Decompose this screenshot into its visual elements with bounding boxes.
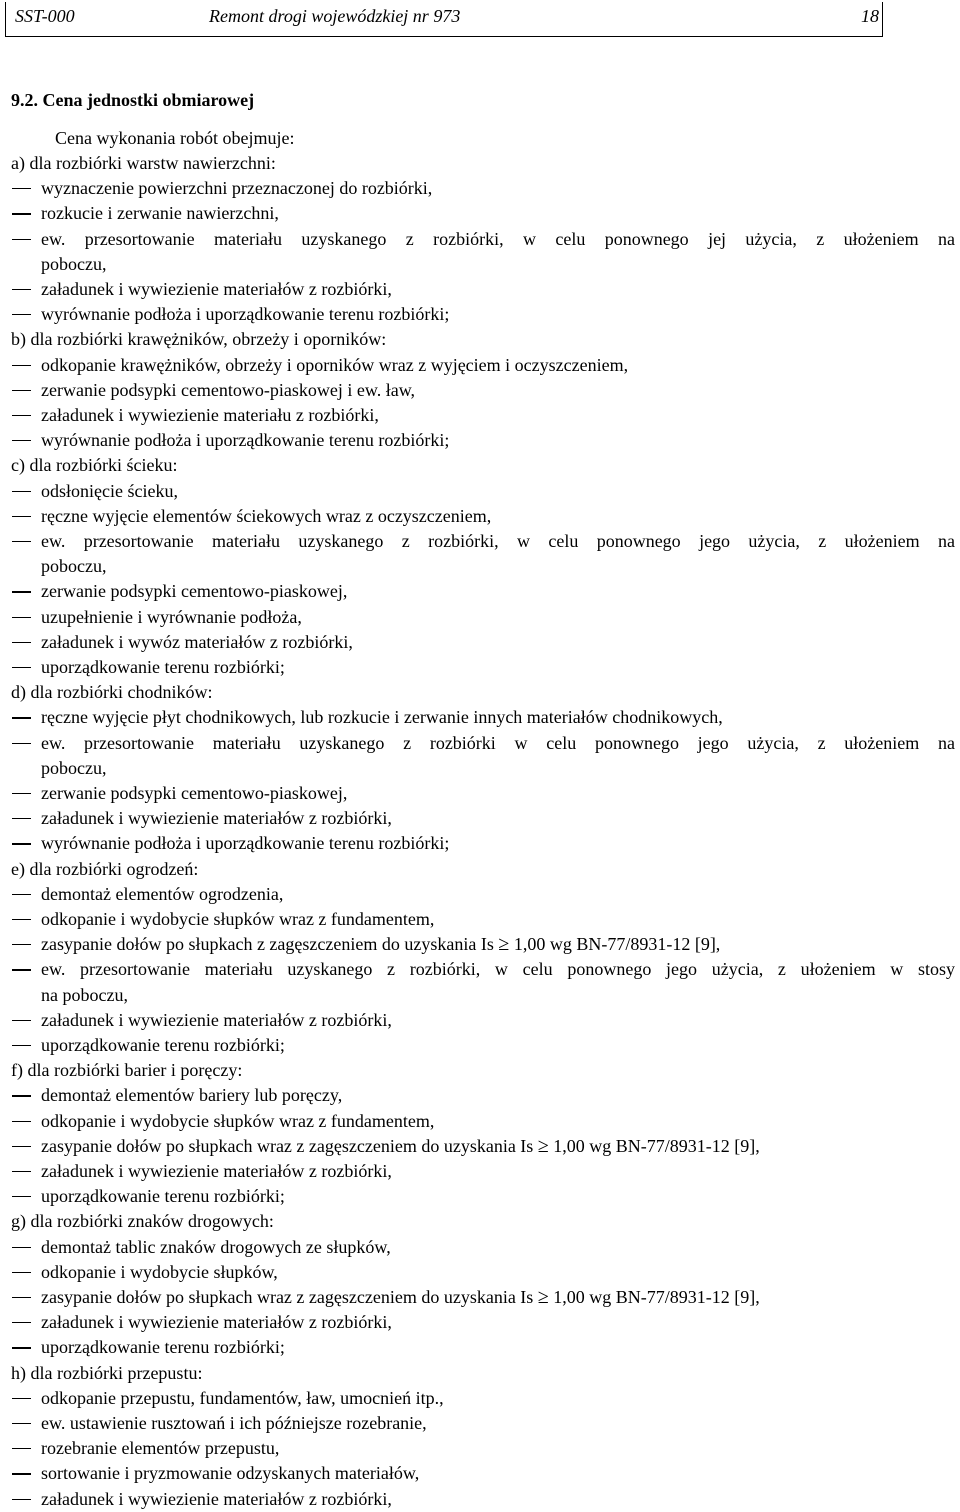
dash-bullet-icon [12,1499,31,1500]
greater-equal-symbol: ≥ [537,1286,549,1308]
dash-bullet-icon [12,1448,31,1449]
list-item-text: ew. przesortowanie materiału uzyskanego z rozbiórki w celu ponownego jego użycia, z ułożeniem na [41,732,955,753]
list-item-continuation: poboczu, [41,253,107,274]
page-header [5,2,883,37]
dash-bullet-icon [12,541,31,542]
list-item-text: wyrównanie podłoża i uporządkowanie terenu rozbiórki; [41,430,450,451]
group-label: d) dla rozbiórki chodników: [11,682,213,703]
group-label: b) dla rozbiórki krawężników, obrzeży i oporników: [11,329,387,350]
list-item-text: zerwanie podsypki cementowo-piaskowej, [41,581,348,602]
group-label: a) dla rozbiórki warstw nawierzchni: [11,153,276,173]
list-item-text: ręczne wyjęcie elementów ściekowych wraz z oczyszczeniem, [41,505,492,526]
dash-bullet-icon [12,1398,31,1399]
list-item-text: ręczne wyjęcie płyt chodnikowych, lub rozkucie i zerwanie innych materiałów chodnikowych, [41,707,723,728]
dash-bullet-icon [12,894,31,895]
dash-bullet-icon [12,1095,31,1096]
dash-bullet-icon [12,415,31,416]
group-label: c) dla rozbiórki ścieku: [11,455,178,476]
dash-bullet-icon [12,843,31,844]
list-item-text: uporządkowanie terenu rozbiórki; [41,657,285,677]
list-item-text: odsłonięcie ścieku, [41,480,178,501]
list-item-text: wyrównanie podłoża i uporządkowanie terenu rozbiórki; [41,304,450,325]
list-item-text: ew. przesortowanie materiału uzyskanego z rozbiórki, w celu ponownego jego użycia, z ułożeniem w stosy [41,959,955,980]
list-item-text: załadunek i wywóz materiałów z rozbiórki, [41,631,353,652]
list-item-text: załadunek i wywiezienie materiałów z rozbiórki, [41,279,392,299]
list-item-text: zasypanie dołów po słupkach z zagęszczeniem do uzyskania Is ≥ 1,00 wg BN-77/8931-12 [9], [41,933,721,956]
list-item-text: zerwanie podsypki cementowo-piaskowej, [41,783,348,803]
dash-bullet-icon [12,919,31,920]
dash-bullet-icon [12,1347,31,1348]
list-item-text: demontaż elementów ogrodzenia, [41,883,284,904]
dash-bullet-icon [12,1196,31,1197]
list-item-text: uzupełnienie i wyrównanie podłoża, [41,606,302,627]
list-item-text: odkopanie i wydobycie słupków wraz z fundamentem, [41,909,435,929]
dash-bullet-icon [12,717,31,718]
section-number: 9.2. [11,90,38,110]
greater-equal-symbol: ≥ [498,933,510,956]
section-title: Cena jednostki obmiarowej [42,90,255,110]
dash-bullet-icon [12,944,31,945]
list-item-text: odkopanie przepustu, fundamentów, ław, umocnień itp., [41,1387,444,1408]
group-label: g) dla rozbiórki znaków drogowych: [11,1211,274,1232]
list-item-text: wyznaczenie powierzchni przeznaczonej do rozbiórki, [41,178,433,199]
group-label: e) dla rozbiórki ogrodzeń: [11,858,199,879]
section-heading [11,88,254,113]
page-number: 18 [861,6,879,26]
list-item-text: demontaż elementów bariery lub poręczy, [41,1085,343,1106]
dash-bullet-icon [12,743,31,744]
document-code: SST-000 [15,6,75,26]
list-item-text: uporządkowanie terenu rozbiórki; [41,1186,285,1207]
list-item-text: załadunek i wywiezienie materiałów z rozbiórki, [41,808,392,829]
dash-bullet-icon [12,667,31,668]
dash-bullet-icon [12,642,31,643]
list-item-text: odkopanie i wydobycie słupków, [41,1261,278,1282]
dash-bullet-icon [12,1020,31,1021]
dash-bullet-icon [12,1121,31,1122]
dash-bullet-icon [12,1045,31,1046]
list-item-text: zasypanie dołów po słupkach wraz z zagęszczeniem do uzyskania Is ≥ 1,00 wg BN-77/8931-12 [9], [41,1134,760,1157]
list-item-text: zerwanie podsypki cementowo-piaskowej i ew. ław, [41,379,416,400]
list-item-text: załadunek i wywiezienie materiałów z rozbiórki, [41,1312,392,1333]
list-item-text: demontaż tablic znaków drogowych ze słupków, [41,1236,391,1257]
section-intro: Cena wykonania robót obejmuje: [55,128,295,148]
list-item-text: rozebranie elementów przepustu, [41,1438,280,1459]
dash-bullet-icon [12,239,31,240]
dash-bullet-icon [12,491,31,492]
dash-bullet-icon [12,1146,31,1147]
list-item-text: zasypanie dołów po słupkach wraz z zagęszczeniem do uzyskania Is ≥ 1,00 wg BN-77/8931-12 [9], [41,1286,760,1308]
list-item-text: odkopanie i wydobycie słupków wraz z fundamentem, [41,1110,435,1131]
list-item-text: załadunek i wywiezienie materiałów z rozbiórki, [41,1009,392,1030]
dash-bullet-icon [12,188,31,189]
dash-bullet-icon [12,1297,31,1298]
dash-bullet-icon [12,1423,31,1424]
list-item-text: odkopanie krawężników, obrzeży i oporników wraz z wyjęciem i oczyszczeniem, [41,354,629,375]
dash-bullet-icon [12,1473,31,1474]
dash-bullet-icon [12,591,31,592]
list-item-continuation: na poboczu, [41,984,128,1005]
group-label: h) dla rozbiórki przepustu: [11,1362,203,1383]
dash-bullet-icon [12,1247,31,1248]
dash-bullet-icon [12,617,31,618]
dash-bullet-icon [12,1171,31,1172]
list-item-text: załadunek i wywiezienie materiału z rozbiórki, [41,405,379,425]
dash-bullet-icon [12,793,31,794]
document-title: Remont drogi wojewódzkiej nr 973 [209,6,461,26]
dash-bullet-icon [12,440,31,441]
dash-bullet-icon [12,818,31,819]
dash-bullet-icon [12,289,31,290]
group-label: f) dla rozbiórki barier i poręczy: [11,1060,243,1081]
list-item-text: ew. ustawienie rusztowań i ich późniejsze rozebranie, [41,1413,427,1433]
list-item-continuation: poboczu, [41,757,107,778]
dash-bullet-icon [12,314,31,315]
dash-bullet-icon [12,1322,31,1323]
dash-bullet-icon [12,390,31,391]
dash-bullet-icon [12,969,31,970]
list-item-text: rozkucie i zerwanie nawierzchni, [41,203,279,224]
dash-bullet-icon [12,1272,31,1273]
dash-bullet-icon [12,365,31,366]
list-item-text: wyrównanie podłoża i uporządkowanie terenu rozbiórki; [41,833,450,854]
list-item-text: ew. przesortowanie materiału uzyskanego z rozbiórki, w celu ponownego jego użycia, z ułożeniem na [41,531,955,551]
list-item-continuation: poboczu, [41,556,107,577]
dash-bullet-icon [12,213,31,214]
list-item-text: ew. przesortowanie materiału uzyskanego z rozbiórki, w celu ponownego jej użycia, z ułożeniem na [41,228,955,249]
list-item-text: uporządkowanie terenu rozbiórki; [41,1337,285,1358]
list-item-text: załadunek i wywiezienie materiałów z rozbiórki, [41,1488,392,1509]
list-item-text: sortowanie i pryzmowanie odzyskanych materiałów, [41,1463,420,1484]
list-item-text: załadunek i wywiezienie materiałów z rozbiórki, [41,1161,392,1181]
list-item-text: uporządkowanie terenu rozbiórki; [41,1035,285,1055]
greater-equal-symbol: ≥ [537,1134,549,1157]
dash-bullet-icon [12,516,31,517]
